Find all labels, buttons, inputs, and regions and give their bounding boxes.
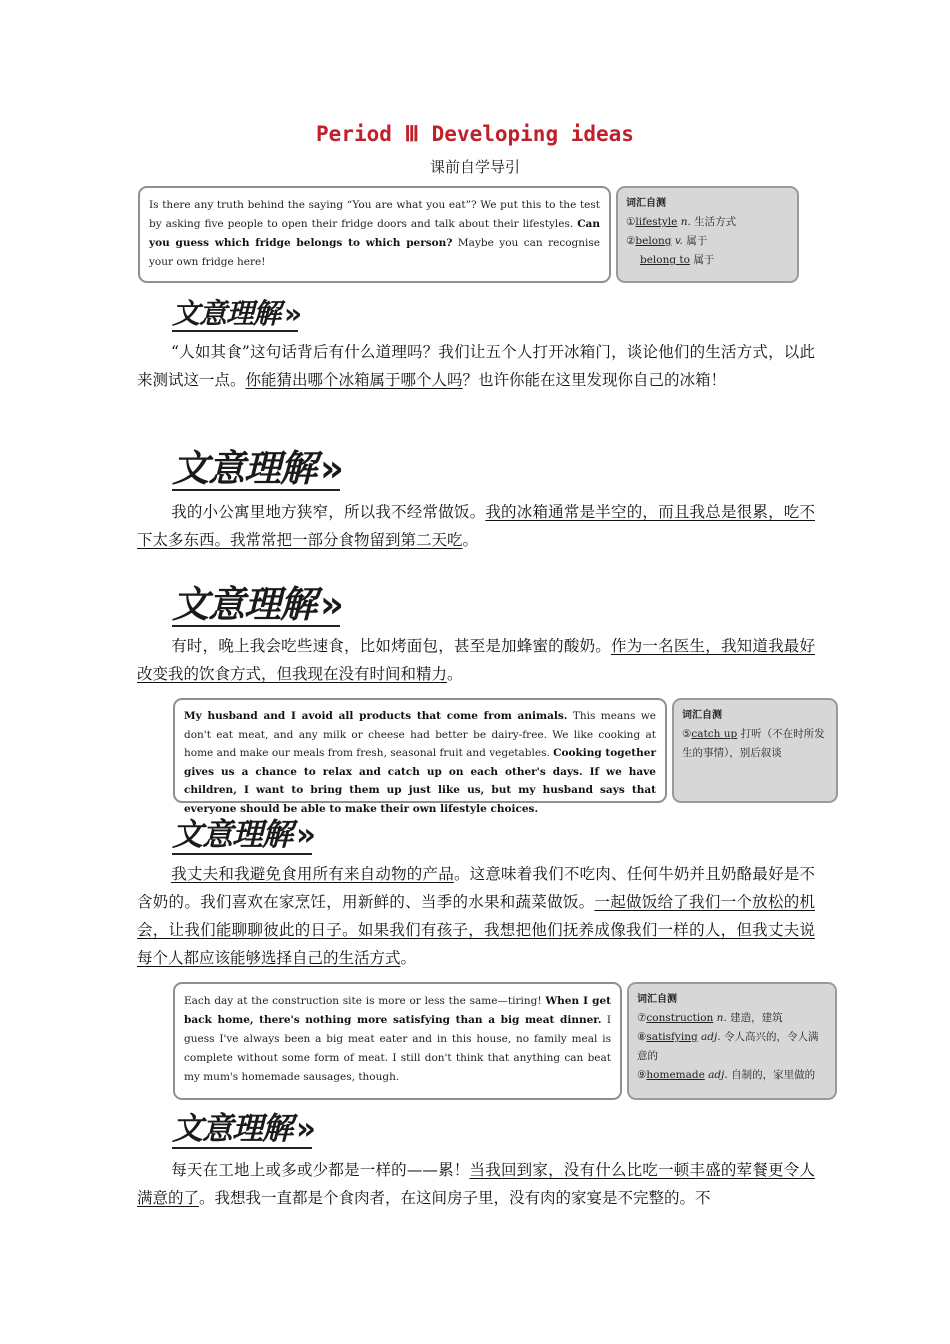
page-subtitle: 课前自学导引 (429, 158, 520, 176)
vocab-box-5 (627, 982, 837, 1100)
chinese-translation-1: “人如其食”这句话背后有什么道理吗？我们让五个人打开冰箱门，谈论他们的生活方式，以此来测试这一点。你能猜出哪个冰箱属于哪个人吗？也许你能在这里发现你自己的冰箱！ (137, 343, 815, 389)
vocab-item: ②belong v. 属于 (626, 235, 708, 247)
section-heading: 文意理解 » (172, 297, 299, 330)
vocab-box-4 (672, 698, 838, 803)
chinese-translation-5: 每天在工地上或多或少都是一样的——累！当我回到家，没有什么比吃一顿丰盛的荤餐更令人满意的了。我想我一直都是个食肉者，在这间房子里，没有肉的家宴是不完整的。不 (137, 1161, 815, 1207)
vocab-header: 词汇自测 (637, 994, 677, 1005)
page-title: Period Ⅲ Developing ideas (316, 122, 634, 146)
vocab-item: ⑨homemade adj. 自制的，家里做的 (637, 1069, 816, 1081)
vocab-header: 词汇自测 (626, 198, 666, 209)
vocab-item: belong to 属于 (640, 254, 715, 266)
chinese-translation-3: 有时，晚上我会吃些速食，比如烤面包，甚至是加蜂蜜的酸奶。作为一名医生，我知道我最好改变我的饮食方式，但我现在没有时间和精力。 (137, 637, 815, 683)
chinese-translation-2: 我的小公寓里地方狭窄，所以我不经常做饭。我的冰箱通常是半空的，而且我总是很累，吃不下太多东西。我常常把一部分食物留到第二天吃。 (137, 503, 815, 549)
vocab-box-1 (616, 186, 799, 283)
section-heading: 文意理解 » (172, 1111, 313, 1147)
english-passage-1: Is there any truth behind the saying “You are what you eat”? We put this to the test by asking five people to open their fridge doors and talk about their lifestyles. Can you guess which fridge belongs to which person? Maybe you can recognise your own fridge here! (138, 186, 611, 283)
section-heading: 文意理解 » (172, 583, 340, 626)
english-passage-5: Each day at the construction site is more or less the same—tiring! When I get back home, there's nothing more satisfying than a big meat dinner. I guess I've always been a big meat eater and in this house, no family meal is complete without some form of meat. I still don't think that anything can beat my mum's homemade sausages, though. (173, 982, 622, 1100)
vocab-item: ⑦construction n. 建造，建筑 (637, 1012, 783, 1024)
vocab-item: ⑤catch up 打听（不在时所发生的事情），别后叙谈 (682, 728, 825, 759)
vocab-item: ①lifestyle n. 生活方式 (626, 216, 737, 228)
section-heading: 文意理解 » (172, 447, 340, 490)
english-passage-4: My husband and I avoid all products that come from animals. This means we don't eat meat, and any milk or cheese had better be dairy-free. We like cooking at home and make our meals from fresh, seasonal fruit and vegetables. Cooking together gives us a chance to relax and catch up on each other's days. If we have children, I want to bring them up just like us, but my husband says that everyone should be able to make their own lifestyle choices. (173, 698, 667, 803)
section-heading: 文意理解 » (172, 817, 313, 853)
vocab-item: ⑧satisfying adj. 令人高兴的，令人满意的 (637, 1031, 819, 1062)
vocab-header: 词汇自测 (682, 710, 722, 721)
chinese-translation-4: 我丈夫和我避免食用所有来自动物的产品。这意味着我们不吃肉、任何牛奶并且奶酪最好是不含奶的。我们喜欢在家烹饪，用新鲜的、当季的水果和蔬菜做饭。一起做饭给了我们一个放松的机会，让我们能聊聊彼此的日子。如果我们有孩子，我想把他们抚养成像我们一样的人，但我丈夫说每个人都应该能够选择自己的生活方式。 (137, 865, 815, 967)
